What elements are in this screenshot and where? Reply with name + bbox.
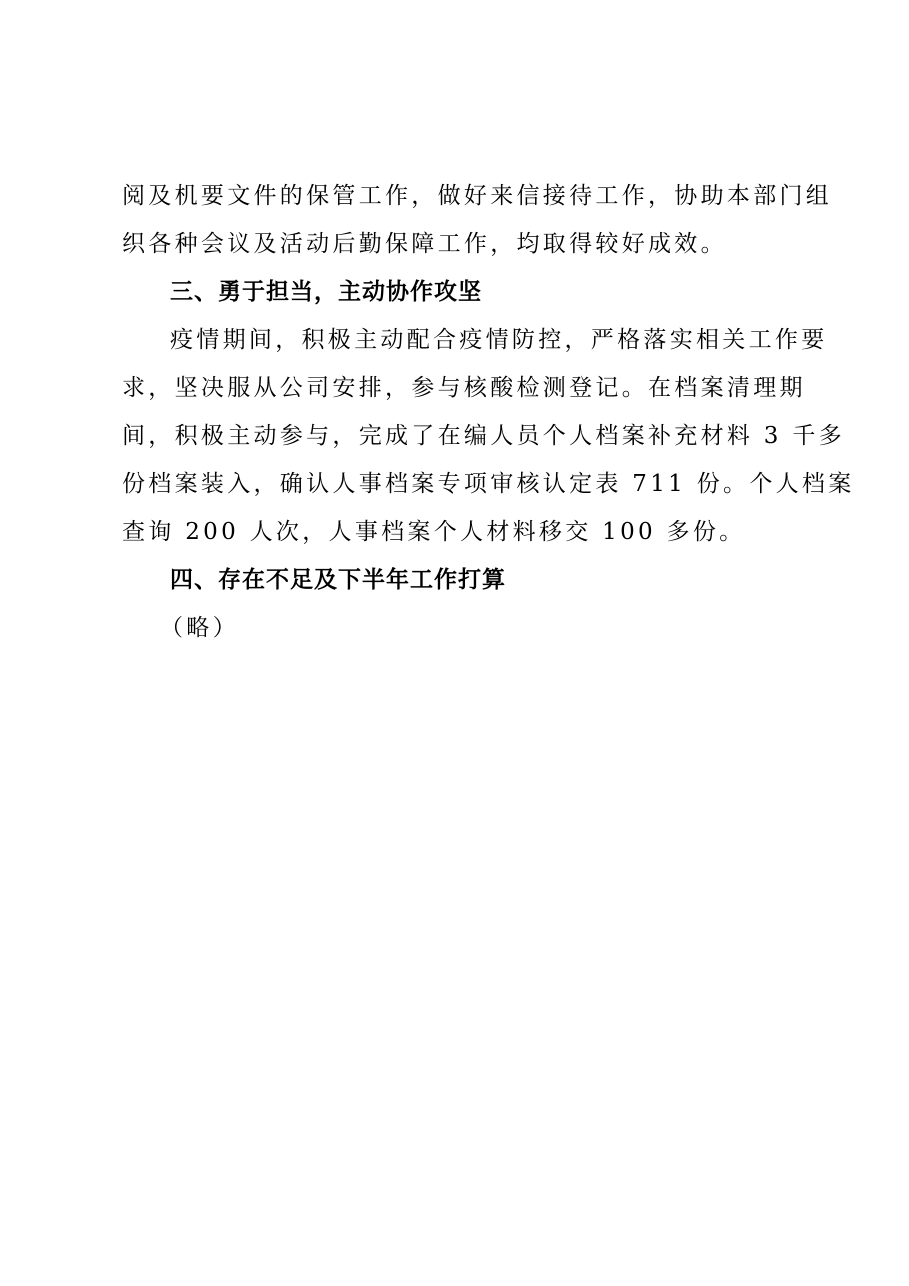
paragraph-line: 疫情期间，积极主动配合疫情防控，严格落实相关工作要 [170, 327, 828, 353]
paragraph-line: 间，积极主动参与，完成了在编人员个人档案补充材料 3 千多 [122, 423, 845, 449]
paragraph-line: 份档案装入，确认人事档案专项审核认定表 711 份。个人档案 [122, 471, 855, 497]
document-body [122, 172, 855, 652]
paragraph-line: 阅及机要文件的保管工作，做好来信接待工作，协助本部门组 [122, 183, 833, 209]
omitted-note: （略） [160, 615, 239, 641]
paragraph-line: 织各种会议及活动后勤保障工作，均取得较好成效。 [122, 231, 727, 257]
paragraph-line: 求，坚决服从公司安排，参与核酸检测登记。在档案清理期 [122, 375, 806, 401]
section-heading-4: 四、存在不足及下半年工作打算 [170, 567, 506, 593]
section-heading-3: 三、勇于担当，主动协作攻坚 [170, 279, 482, 305]
paragraph-line: 查询 200 人次，人事档案个人材料移交 100 多份。 [122, 519, 746, 545]
